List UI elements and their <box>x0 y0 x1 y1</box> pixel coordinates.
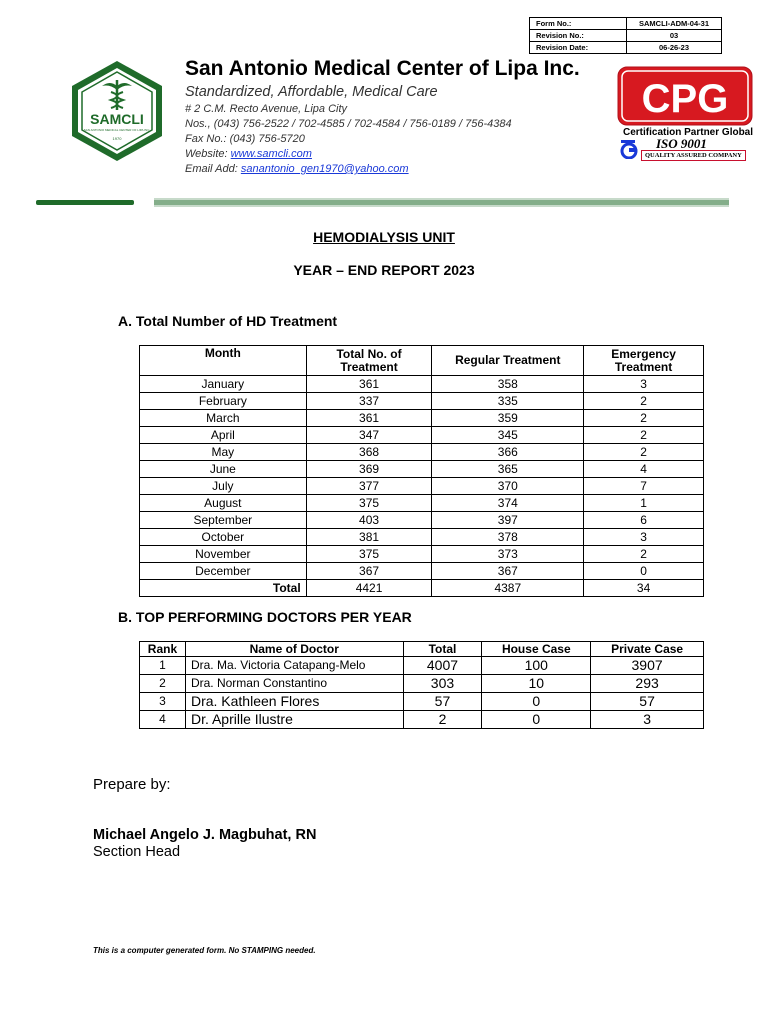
form-info-table <box>529 17 722 54</box>
col-total: Total <box>403 642 482 657</box>
table-row <box>140 563 704 580</box>
table-cell: 100 <box>482 657 591 675</box>
table-row <box>140 546 704 563</box>
unit-title: HEMODIALYSIS UNIT <box>313 229 455 245</box>
table-row <box>140 376 704 393</box>
total-cell: 4387 <box>432 580 584 597</box>
table-cell: April <box>140 427 307 444</box>
email-label: Email Add: <box>185 163 241 175</box>
header-divider <box>36 197 736 209</box>
top-doctors-table <box>139 641 704 729</box>
table-row <box>140 393 704 410</box>
website-link[interactable]: www.samcli.com <box>230 148 312 160</box>
email-link[interactable]: sanantonio_gen1970@yahoo.com <box>240 163 409 175</box>
quality-badge: QUALITY ASSURED COMPANY <box>641 150 746 161</box>
table-cell: 2 <box>584 427 704 444</box>
report-title: YEAR – END REPORT 2023 <box>293 262 475 278</box>
table-cell: March <box>140 410 307 427</box>
form-info-label: Revision Date: <box>530 42 627 54</box>
table-cell: 1 <box>584 495 704 512</box>
table-cell: 2 <box>584 546 704 563</box>
signer-position: Section Head <box>93 844 181 860</box>
section-b-title: B. TOP PERFORMING DOCTORS PER YEAR <box>118 609 412 625</box>
col-rank: Rank <box>140 642 186 657</box>
cpg-logo-text: CPG <box>641 77 729 121</box>
col-regular-treatment: Regular Treatment <box>432 346 584 376</box>
iso-standard: ISO 9001 <box>656 136 707 151</box>
table-cell: 3 <box>591 711 704 729</box>
table-row <box>140 461 704 478</box>
total-cell: 34 <box>584 580 704 597</box>
table-cell: 2 <box>584 393 704 410</box>
table-cell: 403 <box>306 512 432 529</box>
cert-name: Certification Partner Global <box>623 127 754 138</box>
footer-note: This is a computer generated form. No STAMPING needed. <box>93 946 316 955</box>
logo-small-text: SAN ANTONIO MEDICAL CENTER OF LIPA INC. <box>83 128 151 132</box>
table-cell: August <box>140 495 307 512</box>
col-emergency-treatment: Emergency Treatment <box>584 346 704 376</box>
table-row <box>140 444 704 461</box>
table-cell: 373 <box>432 546 584 563</box>
total-label: Total <box>140 580 307 597</box>
table-cell: 367 <box>306 563 432 580</box>
doctor-row <box>140 657 704 675</box>
table-cell: 293 <box>591 675 704 693</box>
table-row <box>140 427 704 444</box>
org-tagline: Standardized, Affordable, Medical Care <box>185 84 438 100</box>
table-cell: 0 <box>482 693 591 711</box>
table-row <box>140 529 704 546</box>
table-row <box>140 512 704 529</box>
table-cell: 2 <box>140 675 186 693</box>
table-cell: 335 <box>432 393 584 410</box>
section-a-title: A. Total Number of HD Treatment <box>118 313 338 329</box>
table-cell: October <box>140 529 307 546</box>
table-cell: November <box>140 546 307 563</box>
cpg-logo <box>617 66 753 126</box>
doctor-row <box>140 693 704 711</box>
col-house-case: House Case <box>482 642 591 657</box>
table-cell: 303 <box>403 675 482 693</box>
table-cell: 368 <box>306 444 432 461</box>
logo-text: SAMCLI <box>90 111 144 127</box>
form-info-value: 06-26-23 <box>627 42 722 54</box>
table-cell: 0 <box>482 711 591 729</box>
table-cell: 397 <box>432 512 584 529</box>
table-cell: December <box>140 563 307 580</box>
table-cell: 1 <box>140 657 186 675</box>
table-cell: May <box>140 444 307 461</box>
org-website-line <box>185 147 312 162</box>
total-cell: 4421 <box>306 580 432 597</box>
table-cell: 375 <box>306 546 432 563</box>
table-cell: 3907 <box>591 657 704 675</box>
col-private-case: Private Case <box>591 642 704 657</box>
form-info-value: SAMCLI-ADM-04-31 <box>627 18 722 30</box>
table-cell: February <box>140 393 307 410</box>
table-cell: 7 <box>584 478 704 495</box>
table-cell: 375 <box>306 495 432 512</box>
col-total-treatment: Total No. of Treatment <box>306 346 432 376</box>
table-cell: 347 <box>306 427 432 444</box>
table-cell: 3 <box>584 376 704 393</box>
table-row <box>140 478 704 495</box>
table-cell: 4007 <box>403 657 482 675</box>
jas-anz-mark-icon <box>620 139 638 159</box>
org-email-line <box>185 162 409 177</box>
prepared-by-label: Prepare by: <box>93 776 171 793</box>
table-cell: 345 <box>432 427 584 444</box>
hd-treatment-table <box>139 345 704 597</box>
col-doctor-name: Name of Doctor <box>185 642 403 657</box>
form-info-value: 03 <box>627 30 722 42</box>
table-cell: 4 <box>140 711 186 729</box>
table-cell: 378 <box>432 529 584 546</box>
signer-name: Michael Angelo J. Magbuhat, RN <box>93 827 317 843</box>
table-cell: September <box>140 512 307 529</box>
table-cell: 361 <box>306 410 432 427</box>
org-fax: Fax No.: (043) 756-5720 <box>185 133 305 145</box>
table-cell: 365 <box>432 461 584 478</box>
table-cell: 3 <box>584 529 704 546</box>
table-cell: 374 <box>432 495 584 512</box>
table-row <box>140 495 704 512</box>
table-cell: 359 <box>432 410 584 427</box>
table-cell: 57 <box>591 693 704 711</box>
org-phones: Nos., (043) 756-2522 / 702-4585 / 702-4584 / 756-0189 / 756-4384 <box>185 118 512 130</box>
table-cell: 377 <box>306 478 432 495</box>
total-row <box>140 580 704 597</box>
form-info-label: Form No.: <box>530 18 627 30</box>
doctor-name: Dra. Kathleen Flores <box>185 693 403 711</box>
doctor-row <box>140 675 704 693</box>
table-cell: June <box>140 461 307 478</box>
logo-year: 1970 <box>112 136 122 141</box>
table-cell: 0 <box>584 563 704 580</box>
table-cell: January <box>140 376 307 393</box>
doctor-name: Dra. Norman Constantino <box>185 675 403 693</box>
table-cell: 57 <box>403 693 482 711</box>
table-cell: 3 <box>140 693 186 711</box>
table-cell: July <box>140 478 307 495</box>
table-cell: 2 <box>584 410 704 427</box>
table-cell: 2 <box>584 444 704 461</box>
table-cell: 366 <box>432 444 584 461</box>
table-cell: 6 <box>584 512 704 529</box>
doctor-row <box>140 711 704 729</box>
form-info-row <box>530 42 722 54</box>
form-info-row <box>530 30 722 42</box>
table-cell: 367 <box>432 563 584 580</box>
doctor-name: Dra. Ma. Victoria Catapang-Melo <box>185 657 403 675</box>
table-cell: 10 <box>482 675 591 693</box>
website-label: Website: <box>185 148 231 160</box>
table-cell: 381 <box>306 529 432 546</box>
table-cell: 358 <box>432 376 584 393</box>
form-info-label: Revision No.: <box>530 30 627 42</box>
doctor-name: Dr. Aprille Ilustre <box>185 711 403 729</box>
table-cell: 2 <box>403 711 482 729</box>
table-cell: 4 <box>584 461 704 478</box>
col-month: Month <box>140 346 307 376</box>
table-cell: 369 <box>306 461 432 478</box>
table-row <box>140 410 704 427</box>
org-name: San Antonio Medical Center of Lipa Inc. <box>185 57 580 80</box>
form-info-row <box>530 18 722 30</box>
table-cell: 361 <box>306 376 432 393</box>
samcli-logo <box>66 58 168 164</box>
org-address: # 2 C.M. Recto Avenue, Lipa City <box>185 103 348 115</box>
table-cell: 370 <box>432 478 584 495</box>
table-cell: 337 <box>306 393 432 410</box>
